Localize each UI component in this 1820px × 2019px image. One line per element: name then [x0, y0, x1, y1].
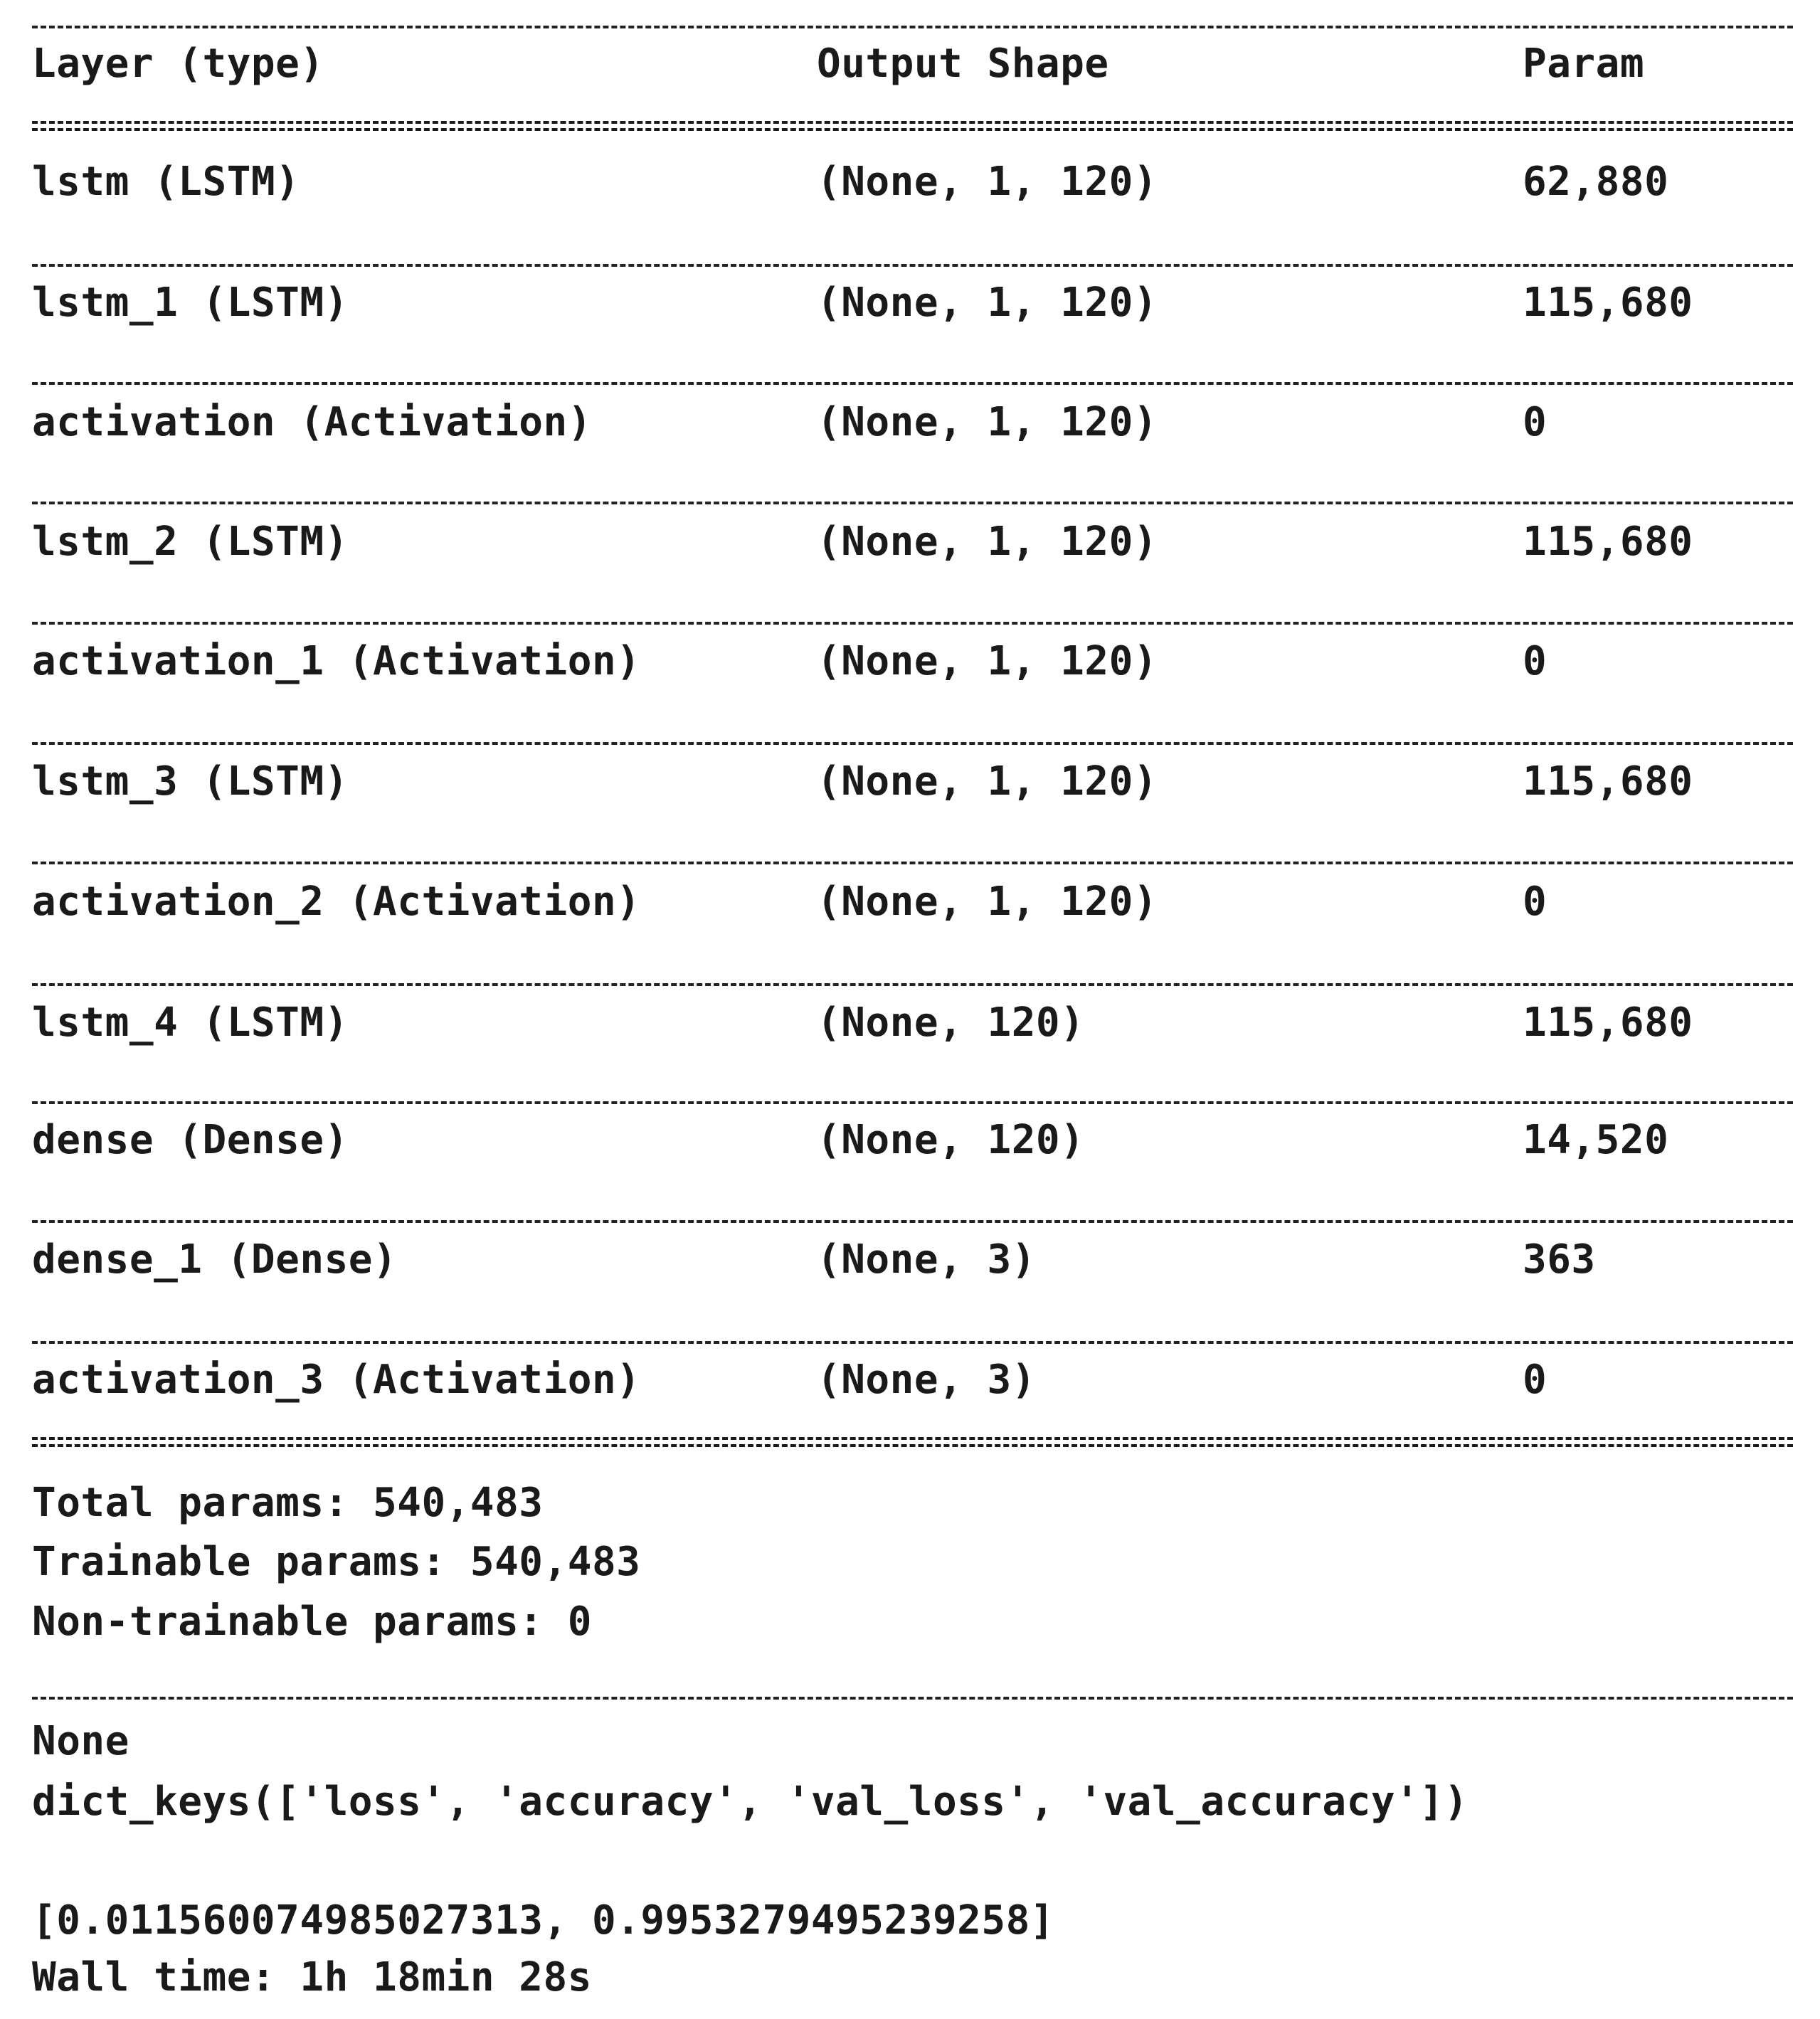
- evaluation-scores: [0.011560074985027313, 0.9953279495239258]: [32, 1897, 1055, 1944]
- row-layer: activation_3 (Activation): [32, 1357, 641, 1403]
- row-param: 115,680: [1523, 519, 1693, 565]
- row-param: 14,520: [1523, 1117, 1669, 1163]
- row-divider: [32, 264, 1793, 267]
- row-divider: [32, 742, 1793, 745]
- row-output-shape: (None, 3): [817, 1236, 1036, 1283]
- row-layer: dense_1 (Dense): [32, 1236, 398, 1283]
- row-divider: [32, 862, 1793, 864]
- row-divider: [32, 1341, 1793, 1344]
- row-output-shape: (None, 1, 120): [817, 879, 1158, 925]
- trainable-params: Trainable params: 540,483: [32, 1539, 641, 1585]
- row-divider: [32, 983, 1793, 986]
- row-layer: lstm_3 (LSTM): [32, 758, 349, 805]
- row-divider: [32, 382, 1793, 385]
- row-layer: activation_2 (Activation): [32, 879, 641, 925]
- row-output-shape: (None, 1, 120): [817, 638, 1158, 684]
- wall-time: Wall time: 1h 18min 28s: [32, 1954, 592, 2001]
- row-output-shape: (None, 1, 120): [817, 758, 1158, 805]
- header-double-divider: [32, 121, 1793, 131]
- row-output-shape: (None, 1, 120): [817, 399, 1158, 445]
- none-output: None: [32, 1718, 129, 1764]
- row-param: 0: [1523, 638, 1547, 684]
- row-layer: activation (Activation): [32, 399, 592, 445]
- row-param: 0: [1523, 879, 1547, 925]
- row-param: 115,680: [1523, 280, 1693, 326]
- header-param: Param: [1523, 41, 1645, 87]
- summary-divider: [32, 1697, 1793, 1700]
- row-divider: [32, 1101, 1793, 1104]
- row-output-shape: (None, 1, 120): [817, 519, 1158, 565]
- row-layer: lstm (LSTM): [32, 159, 300, 205]
- top-divider: [32, 26, 1793, 28]
- row-output-shape: (None, 3): [817, 1357, 1036, 1403]
- row-param: 115,680: [1523, 1000, 1693, 1046]
- row-layer: dense (Dense): [32, 1117, 349, 1163]
- header-layer: Layer (type): [32, 41, 324, 87]
- row-layer: lstm_2 (LSTM): [32, 519, 349, 565]
- row-output-shape: (None, 1, 120): [817, 280, 1158, 326]
- row-layer: activation_1 (Activation): [32, 638, 641, 684]
- history-keys-output: dict_keys(['loss', 'accuracy', 'val_loss', 'val_accuracy']): [32, 1779, 1469, 1825]
- row-divider: [32, 1220, 1793, 1223]
- row-output-shape: (None, 120): [817, 1117, 1085, 1163]
- non-trainable-params: Non-trainable params: 0: [32, 1599, 592, 1645]
- row-output-shape: (None, 120): [817, 1000, 1085, 1046]
- row-param: 115,680: [1523, 758, 1693, 805]
- row-param: 0: [1523, 399, 1547, 445]
- header-output-shape: Output Shape: [817, 41, 1109, 87]
- footer-double-divider: [32, 1437, 1793, 1447]
- total-params: Total params: 540,483: [32, 1480, 544, 1526]
- row-output-shape: (None, 1, 120): [817, 159, 1158, 205]
- row-divider: [32, 502, 1793, 504]
- row-layer: lstm_4 (LSTM): [32, 1000, 349, 1046]
- row-layer: lstm_1 (LSTM): [32, 280, 349, 326]
- row-param: 363: [1523, 1236, 1596, 1283]
- row-divider: [32, 622, 1793, 625]
- row-param: 0: [1523, 1357, 1547, 1403]
- row-param: 62,880: [1523, 159, 1669, 205]
